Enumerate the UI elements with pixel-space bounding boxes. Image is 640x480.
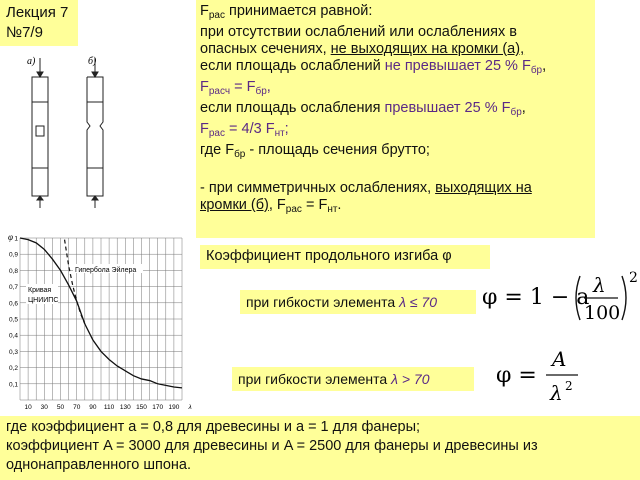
x-tick-label: 130: [119, 404, 131, 411]
formula2-denominator: λ: [550, 381, 563, 405]
x-tick-label: 30: [40, 404, 48, 411]
condition-low-slenderness: при гибкости элемента λ ≤ 70: [240, 290, 476, 314]
x-tick-label: 150: [136, 404, 147, 411]
y-tick-label: 0,6: [8, 300, 18, 308]
y-tick-label: 0,7: [8, 284, 18, 292]
condition-high-slenderness: при гибкости элемента λ > 70: [232, 367, 474, 391]
element-b: [87, 58, 103, 208]
y-tick-label: 0,2: [8, 365, 18, 373]
diagram-label-a: а): [27, 56, 36, 67]
chart-grid: [20, 238, 182, 400]
annotation-tsniips-1: Кривая: [28, 287, 52, 294]
x-tick-label: 70: [73, 404, 81, 411]
formula1-numerator: λ: [593, 273, 606, 297]
x-tick-label: 190: [168, 404, 180, 411]
annotation-tsniips-2: ЦНИИПС: [28, 297, 59, 304]
x-tick-label: 90: [89, 404, 97, 411]
buckling-chart: [0, 226, 196, 416]
formula2-lhs: φ =: [496, 363, 537, 388]
formula1-exponent: 2: [629, 270, 638, 286]
x-tick-label: λ: [188, 404, 192, 411]
annotation-euler: Гипербола Эйлера: [75, 267, 137, 274]
y-tick-label: 0,5: [8, 316, 18, 324]
formula-high-slenderness: [494, 340, 594, 410]
y-tick-label: 0,9: [8, 251, 18, 259]
formula-low-slenderness: [480, 262, 640, 332]
formula1-paren-right: [622, 276, 626, 320]
x-tick-label: 110: [103, 404, 115, 411]
lecture-title: Лекция 7: [6, 4, 69, 21]
chart-y-ticks: [9, 236, 18, 389]
y-tick-label: 0,3: [8, 348, 18, 356]
slide-number: №7/9: [6, 24, 43, 41]
diagram-label-b: б): [88, 56, 97, 67]
y-tick-label: 0,1: [8, 381, 18, 389]
chart-x-ticks: [24, 404, 191, 411]
formula2-numerator: A: [552, 347, 567, 371]
note-line-2: коэффициент A = 3000 для древесины и A = 2500 для фанеры и древесины из: [6, 438, 538, 454]
note-line-1: где коэффициент a = 0,8 для древесины и a = 1 для фанеры;: [6, 419, 421, 435]
x-tick-label: 50: [56, 404, 65, 411]
formula1-denominator: 100: [584, 302, 621, 324]
note-line-3: однонаправленного шпона.: [6, 457, 192, 473]
y-tick-label: 0,8: [8, 267, 18, 275]
x-tick-label: 170: [152, 404, 164, 411]
design-area-rules: $F_{рас}$ принимается равной: при отсутствии ослаблений или ослаблениях в опасных сечениях, не выходящих на кромки (а), если площадь ослаблений не превышает 25 % $F_{бр}$, $F_{расч} = F_{бр}$, если площадь ослабления превышает 25 % $F_{бр}$, $F_{рас} = 4/3$ $F_{нт}$; где $F_{бр}$ - площадь сечения брутто; - при симметричных ослаблениях, выходящих на кромки (б), $F_{рас} = F_{нт}$.: [196, 0, 595, 238]
formula2-exponent: 2: [565, 379, 573, 393]
y-tick-label: 1: [14, 235, 18, 243]
chart-ylabel: φ: [8, 232, 13, 242]
coefficient-notes: [0, 416, 640, 480]
lecture-label: [0, 0, 78, 46]
y-tick-label: 0,4: [8, 332, 18, 340]
x-tick-label: 10: [24, 404, 32, 411]
formula1-lhs: φ = 1 − a: [482, 285, 590, 310]
cross-section-diagrams: [10, 50, 130, 210]
element-a: [32, 58, 48, 208]
series-line-euler: [65, 240, 85, 324]
coefficient-title: Коэффициент продольного изгиба φ: [200, 245, 490, 269]
